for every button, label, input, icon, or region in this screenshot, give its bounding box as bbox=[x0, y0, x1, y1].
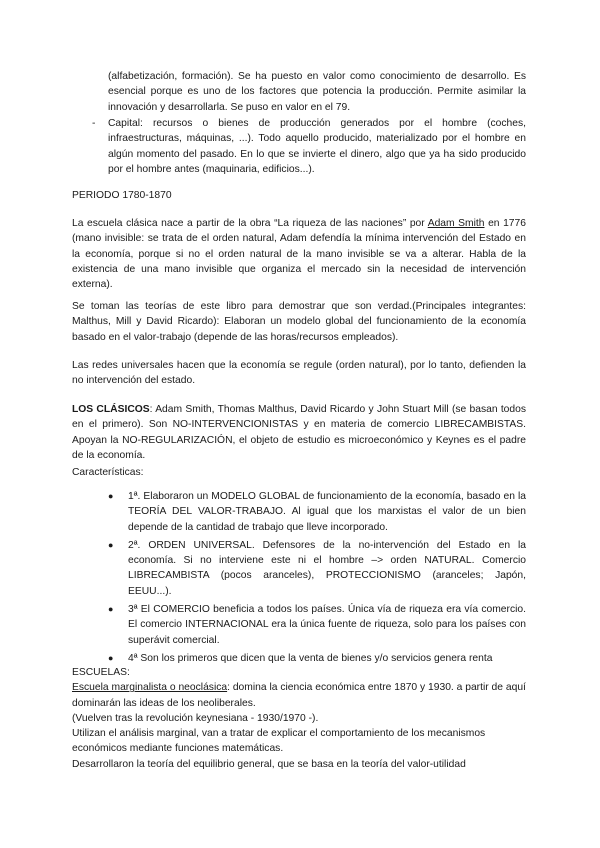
theories-paragraph: Se toman las teorías de este libro para demostrar que son verdad.(Principales integrantes: Malthus, Mill y David Ricardo): Elaboran un modelo global del funcionamiento de la economía basado en el valor-trabajo (depende de las horas/recursos empleados). bbox=[72, 301, 526, 343]
list-item bbox=[108, 489, 526, 535]
bullet-icon: ● bbox=[108, 604, 114, 615]
human-capital-continuation: (alfabetización, formación). Se ha puesto en valor como conocimiento de desarrollo. Es esencial porque es uno de los factores que potencia la producción. Permite asimilar la innovación y desarrollarla. Se puso en valor en el 79. bbox=[108, 71, 526, 113]
list-item bbox=[108, 602, 526, 648]
marginal-school-title: Escuela marginalista o neoclásica bbox=[72, 682, 228, 694]
period-heading: PERIODO 1780-1870 bbox=[72, 190, 172, 201]
classical-school-paragraph bbox=[72, 216, 526, 292]
characteristic-text: 4ª Son los primeros que dicen que la venta de bienes y/o servicios genera renta bbox=[128, 652, 493, 664]
bullet-icon: ● bbox=[108, 539, 114, 550]
list-item bbox=[108, 651, 526, 666]
general-equilibrium-line: Desarrollaron la teoría del equilibrio general, que se basa en la teoría del valor-utilidad bbox=[72, 758, 466, 770]
marginal-school-text: : domina la ciencia económica entre 1870 y 1930. a partir de aquí dominarán las ideas de los neoliberales. bbox=[72, 682, 526, 709]
list-item bbox=[108, 538, 526, 599]
capital-text: Capital: recursos o bienes de producción generados por el hombre (coches, infraestructuras, máquinas, ...). Todo aquello producido, materializado por el hombre en algún momento del pasado. En lo que se invierte el dinero, algo que ya ha sido producido por el hombre antes (maquinaria, edificios...). bbox=[108, 118, 526, 175]
classics-paragraph bbox=[72, 402, 526, 463]
characteristics-heading: Características: bbox=[72, 467, 144, 478]
schools-heading: ESCUELAS: bbox=[72, 667, 130, 678]
classics-text: : Adam Smith, Thomas Malthus, David Ricardo y John Stuart Mill (se basan todos en el primero). Son NO-INTERVENCIONISTAS y en materia de comercio LIBRECAMBISTAS. Apoyan la NO-REGULARIZACIÓN, el objeto de estudio es microeconómico y Keynes es el padre de la economía. bbox=[72, 404, 527, 461]
characteristic-text: 2ª. ORDEN UNIVERSAL. Defensores de la no-intervención del Estado en la economía. Si no interviene este ni el hombre –> orden NATURAL. Comercio LIBRECAMBISTA (pocos aranceles), PROTECCIONISMO (aranceles; Japón, EEUU...). bbox=[128, 539, 526, 597]
adam-smith-link[interactable]: Adam Smith bbox=[427, 218, 485, 229]
marginal-analysis-line: Utilizan el análisis marginal, van a tratar de explicar el comportamiento de los mecanismos económicos mediante funciones matemáticas. bbox=[72, 728, 486, 755]
characteristics-list bbox=[108, 489, 526, 669]
characteristic-text: 1ª. Elaboraron un MODELO GLOBAL de funcionamiento de la economía, basado en la TEORÍA DEL VALOR-TRABAJO. Al igual que los marxistas el valor de un bien depende de la cantidad de trabajo que lleve incorporado. bbox=[128, 491, 526, 533]
keynesian-line: (Vuelven tras la revolución keynesiana - 1930/1970 -). bbox=[72, 712, 319, 724]
networks-paragraph: Las redes universales hacen que la economía se regule (orden natural), por lo tanto, defienden la no intervención del estado. bbox=[72, 360, 526, 387]
bullet-icon: ● bbox=[108, 491, 114, 501]
classical-school-text-2: en 1776 (mano invisible: se trata de el orden natural, Adam defendía la mínima intervención del Estado en la economía, porque si no el orden natural de la mano invisible se va a alterar. Habla de la existencia de una mano invisible que organiza el mercado sin la necesidad de intervención externa). bbox=[72, 218, 526, 291]
schools-section bbox=[72, 665, 526, 772]
dash-marker: - bbox=[92, 118, 96, 129]
classical-school-text-1: La escuela clásica nace a partir de la obra “La riqueza de las naciones” por bbox=[72, 218, 428, 229]
classics-label: LOS CLÁSICOS bbox=[72, 404, 150, 415]
bullet-icon: ● bbox=[108, 652, 114, 663]
characteristic-text: 3ª El COMERCIO beneficia a todos los países. Única vía de riqueza era vía comercio. El comercio INTERNACIONAL era la única fuente de riqueza, solo para los países con superávit comercial. bbox=[128, 604, 526, 646]
marginal-school-paragraph bbox=[72, 680, 526, 711]
capital-list-item bbox=[92, 116, 526, 177]
